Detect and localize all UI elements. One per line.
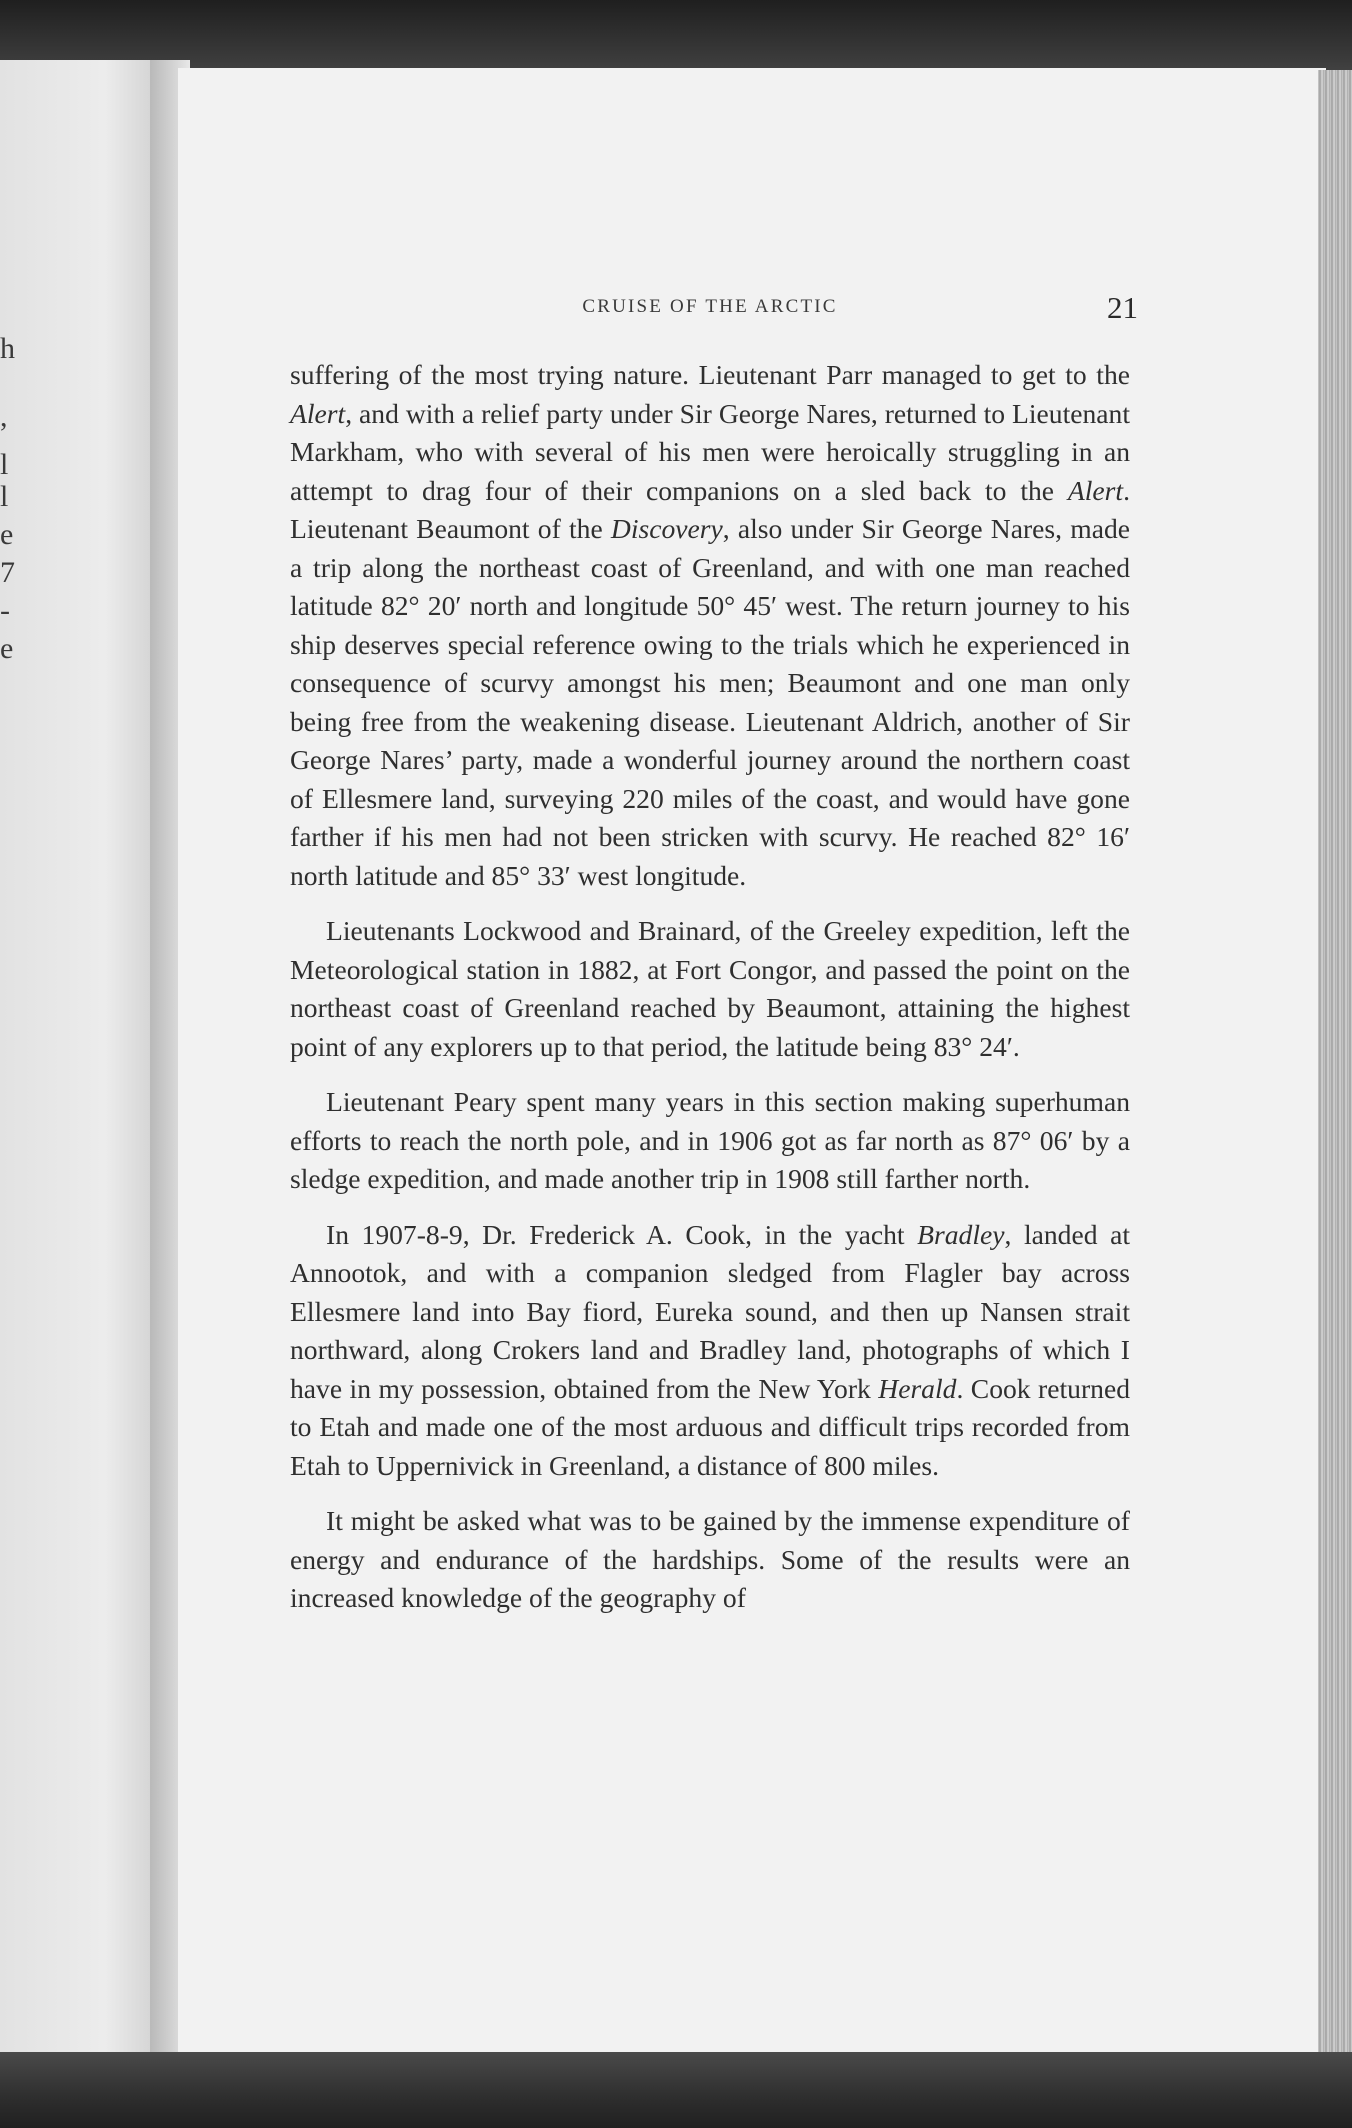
left-fragment: e (0, 632, 14, 665)
text-run: It might be asked what was to be gained by the immense expenditure of energy and endurance of the hardships. Some of the results were an increased knowledge of the geography of (290, 1505, 1130, 1613)
italic-title: Discovery (610, 513, 723, 544)
left-fragment: l (0, 480, 9, 513)
left-page (0, 60, 150, 2065)
running-head-title: CRUISE OF THE ARCTIC (582, 296, 838, 317)
left-fragment: e (0, 518, 14, 551)
left-fragment: h (0, 332, 15, 365)
left-fragment: l (0, 448, 9, 481)
text-run: , also under Sir George Nares, made a trip along the northeast coast of Greenland, and with one man reached latitude 82° 20′ north and longitude 50° 45′ west. The return journey to his ship deserves special reference owing to the trials which he experienced in consequence of scurvy amongst his men; Beaumont and one man only being free from the weakening disease. Lieutenant Aldrich, another of Sir George Nares’ party, made a wonderful journey around the northern coast of Ellesmere land, surveying 220 miles of the coast, and would have gone farther if his men had not been stricken with scurvy. He reached 82° 16′ north latitude and 85° 33′ west longitude. (290, 513, 1130, 891)
page-edges (1318, 70, 1352, 2060)
left-fragment: - (0, 594, 10, 627)
text-run: Lieutenant Peary spent many years in this section making superhuman efforts to reach the north pole, and in 1906 got as far north as 87° 06′ by a sledge expedition, and made another trip in 1908 still farther north. (290, 1086, 1130, 1194)
text-run: suffering of the most trying nature. Lieutenant Parr managed to get to the (290, 359, 1130, 390)
italic-title: Bradley (917, 1218, 1005, 1250)
text-run: . Cook returned to Etah and made one of the most arduous and difficult trips recorded from Etah to Uppernivick in Greenland, a distance of 800 miles. (290, 1372, 1130, 1481)
page-number: 21 (1107, 290, 1138, 325)
italic-title: Alert (290, 397, 346, 429)
text-run: , landed at Annootok, and with a companion sledged from Flagler bay across Ellesmere land into Bay fiord, Eureka sound, and then up Nansen strait northward, along Crokers land and Bradley land, photographs of which I have in my possession, obtained from the New York (290, 1218, 1130, 1404)
text-run: , and with a relief party under Sir George Nares, returned to Lieutenant Markham, who with several of his men were heroically struggling in an attempt to drag four of their companions on a sled back to the (290, 397, 1130, 506)
text-run: . Lieutenant Beaumont of the (290, 474, 1130, 544)
paragraph (290, 1216, 1130, 1486)
body-text (290, 356, 1130, 1618)
left-fragment: , (0, 400, 8, 433)
paragraph (290, 1083, 1130, 1199)
left-fragment: 7 (0, 556, 15, 589)
paragraph (290, 1502, 1130, 1618)
running-head (290, 290, 1138, 342)
bottom-shadow (0, 2052, 1352, 2128)
text-run: Lieutenants Lockwood and Brainard, of the Greeley expedition, left the Meteorological station in 1882, at Fort Congor, and passed the point on the northeast coast of Greenland reached by Beaumont, attaining the highest point of any explorers up to that period, the latitude being 83° 24′. (290, 915, 1130, 1062)
paragraph (290, 912, 1130, 1066)
italic-title: Herald (878, 1372, 957, 1404)
paragraph (290, 356, 1130, 895)
text-run: In 1907-8-9, Dr. Frederick A. Cook, in the yacht (326, 1218, 918, 1250)
page-text-block (290, 290, 1138, 1618)
italic-title: Alert (1067, 474, 1124, 506)
